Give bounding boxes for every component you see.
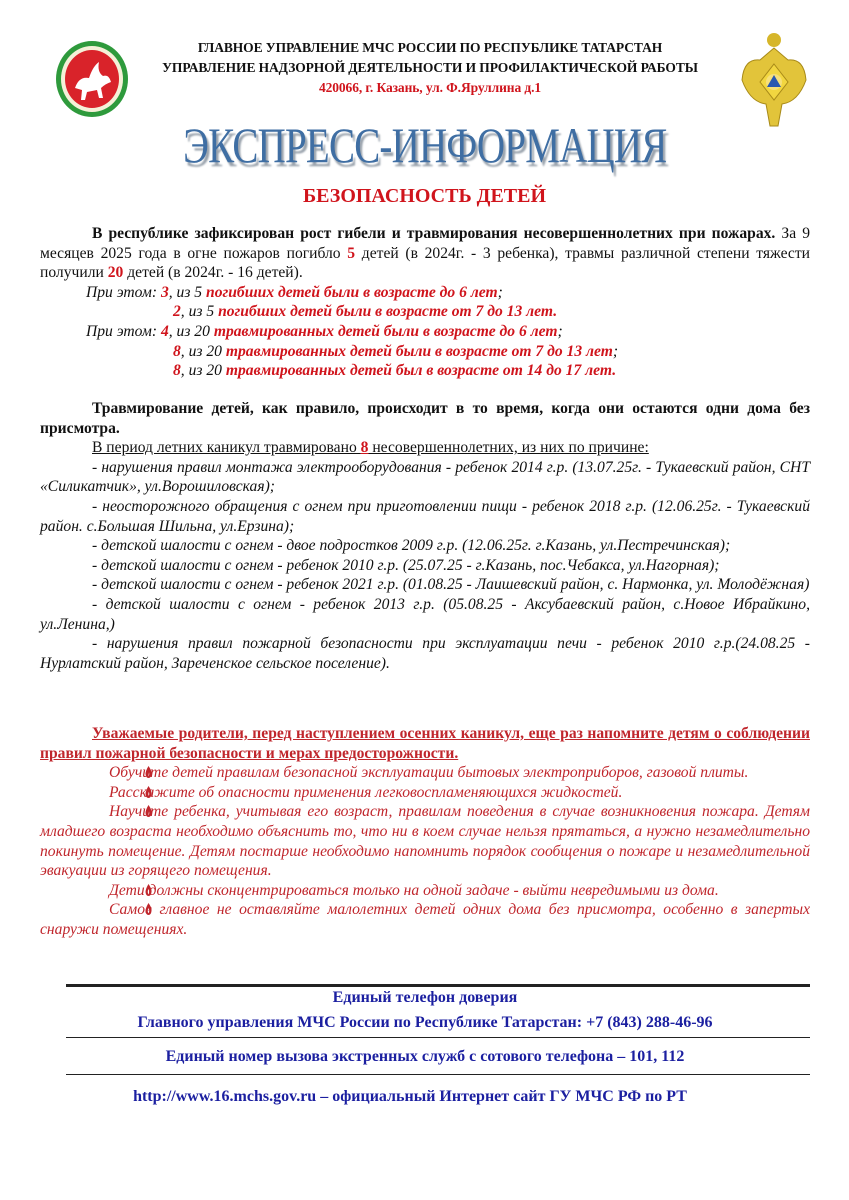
injury-note: Травмирование детей, как правило, происходит в то время, когда они остаются одни дома без присмотра. xyxy=(40,400,810,437)
stat-of: , из 5 xyxy=(180,303,219,321)
mchs-emblem-logo xyxy=(740,30,808,130)
tip-text: Дети должны сконцентрироваться только на одной задаче - выйти невредимыми из дома. xyxy=(109,881,719,899)
stat-of: , из 5 xyxy=(168,283,207,301)
summer-text: несовершеннолетних, из них по причине: xyxy=(368,439,649,457)
footer-divider xyxy=(66,1074,810,1075)
stat-prefix: При этом: xyxy=(86,283,161,301)
stat-end: ; xyxy=(612,342,619,360)
incident-item: - нарушения правил монтажа электрооборудования - ребенок 2014 г.р. (13.07.25г. - Тукаевский район, СНТ «Силикатчик», ул.Ворошиловская); xyxy=(40,458,810,496)
tatarstan-emblem-logo xyxy=(55,40,129,118)
stat-description: погибших детей были в возрасте от 7 до 13 лет. xyxy=(218,303,558,321)
injuries-count: 20 xyxy=(107,264,124,282)
incidents-section xyxy=(40,399,810,673)
stat-number: 3 xyxy=(160,283,169,301)
tip-text: Самое главное не оставляйте малолетних детей одних дома без присмотра, особенно в запертых снаружи помещениях. xyxy=(40,901,810,938)
stat-line xyxy=(40,342,810,362)
org-name-line1: ГЛАВНОЕ УПРАВЛЕНИЕ МЧС РОССИИ ПО РЕСПУБЛИКЕ ТАТАРСТАН xyxy=(197,40,663,55)
flame-icon xyxy=(92,803,101,815)
document-subtitle: БЕЗОПАСНОСТЬ ДЕТЕЙ xyxy=(302,185,547,207)
stat-end: ; xyxy=(557,322,563,340)
intro-lead: В республике зафиксирован рост гибели и травмирования несовершеннолетних при пожарах. xyxy=(92,225,776,242)
intro-text: За 9 месяцев 2025 года в огне пожаров погибло xyxy=(40,225,811,262)
tip-text: Научите ребенка, учитывая его возраст, правилам поведения в случае возникновения пожара. Детям младшего возраста необходимо объяснить то, что ни в коем случае нельзя прятаться, а нужно незамедлительно покинуть помещение. Детям постарше необходимо напомнить порядок сообщения о пожаре и незамедлительной эвакуации из горящего помещения. xyxy=(40,803,810,880)
intro-text: детей (в 2024г. - 16 детей). xyxy=(123,264,303,282)
intro-section xyxy=(40,224,810,381)
stat-of: , из 20 xyxy=(180,342,226,360)
stats-list xyxy=(40,283,810,381)
summer-count: 8 xyxy=(360,439,369,457)
summer-text: В период летних каникул травмировано xyxy=(92,439,361,457)
flame-icon xyxy=(92,901,101,913)
incident-item: - детской шалости с огнем - ребенок 2010 г.р. (25.07.25 - г.Казань, пос.Чебакса, ул.Нагорная); xyxy=(92,556,720,574)
stat-line xyxy=(40,361,810,381)
stat-number: 8 xyxy=(173,362,181,380)
stat-description: погибших детей были в возрасте до 6 лет xyxy=(206,283,498,301)
incident-item: - детской шалости с огнем - ребенок 2013 г.р. (05.08.25 - Аксубаевский район, с.Новое Ибрайкино, ул.Ленина,) xyxy=(40,595,810,633)
stat-of: , из 20 xyxy=(180,362,226,380)
stat-description: травмированных детей был в возрасте от 14 до 17 лет. xyxy=(225,362,617,380)
stat-number: 4 xyxy=(160,322,169,340)
stat-description: травмированных детей были в возрасте до 6 лет xyxy=(213,322,558,340)
website-link[interactable]: http://www.16.mchs.gov.ru – официальный Интернет сайт ГУ МЧС РФ по РТ xyxy=(133,1088,687,1105)
flame-icon xyxy=(92,764,101,776)
safety-tips-section xyxy=(40,724,810,940)
incident-item: - нарушения правил пожарной безопасности при эксплуатации печи - ребенок 2010 г.р.(24.08.25 - Нурлатский район, Зареченское сельское поселение). xyxy=(40,635,810,672)
document-title: ЭКСПРЕСС-ИНФОРМАЦИЯ xyxy=(182,117,667,173)
hotline-title: Единый телефон доверия xyxy=(332,989,518,1006)
footer-divider xyxy=(66,984,810,987)
hotline-phone: Главного управления МЧС России по Республике Татарстан: +7 (843) 288-46-96 xyxy=(137,1014,713,1031)
tip-text: Обучите детей правилам безопасной эксплуатации бытовых электроприборов, газовой плиты. xyxy=(109,764,749,782)
stat-line xyxy=(40,283,810,303)
intro-paragraph xyxy=(40,224,810,283)
tips-list xyxy=(40,763,810,939)
stat-line xyxy=(40,302,810,322)
incidents-list xyxy=(40,458,810,674)
parents-appeal: Уважаемые родители, перед наступлением осенних каникул, еще раз напомните детям о соблюдении правил пожарной безопасности и мерах предосторожности. xyxy=(40,725,810,762)
tip-text: Расскажите об опасности применения легковоспламеняющихся жидкостей. xyxy=(109,783,623,801)
incident-item: - детской шалости с огнем - ребенок 2021 г.р. (01.08.25 - Лаишевский район, с. Нармонка, ул. Молодёжная) xyxy=(92,576,810,594)
tip-item xyxy=(40,783,810,803)
org-name-line2: УПРАВЛЕНИЕ НАДЗОРНОЙ ДЕЯТЕЛЬНОСТИ И ПРОФИЛАКТИЧЕСКОЙ РАБОТЫ xyxy=(162,60,698,75)
tip-item xyxy=(40,763,810,783)
stat-end: ; xyxy=(497,283,503,301)
flame-icon xyxy=(92,784,101,796)
intro-text: детей (в 2024г. - 3 ребенка), травмы различной степени тяжести получили xyxy=(40,244,811,282)
stat-number: 8 xyxy=(173,342,181,360)
stat-description: травмированных детей были в возрасте от 7 до 13 лет xyxy=(225,342,613,360)
footer-divider xyxy=(66,1037,810,1038)
tip-item xyxy=(40,881,810,901)
org-address: 420066, г. Казань, ул. Ф.Яруллина д.1 xyxy=(318,80,542,95)
flame-icon xyxy=(92,882,101,894)
summer-summary xyxy=(40,438,810,458)
emergency-numbers: Единый номер вызова экстренных служб с сотового телефона – 101, 112 xyxy=(165,1048,685,1065)
stat-number: 2 xyxy=(173,303,181,321)
tip-item xyxy=(40,900,810,939)
stat-of: , из 20 xyxy=(168,322,214,340)
tip-item xyxy=(40,802,810,880)
incident-item: - неосторожного обращения с огнем при приготовлении пищи - ребенок 2018 г.р. (12.06.25г. - Тукаевский район. с.Большая Шильна, ул.Ерзина); xyxy=(40,497,810,535)
stat-line xyxy=(40,322,810,342)
deaths-count: 5 xyxy=(347,244,356,262)
incident-item: - детской шалости с огнем - двое подростков 2009 г.р. (12.06.25г. г.Казань, ул.Пестречинская); xyxy=(92,537,731,555)
stat-prefix: При этом: xyxy=(86,322,161,340)
